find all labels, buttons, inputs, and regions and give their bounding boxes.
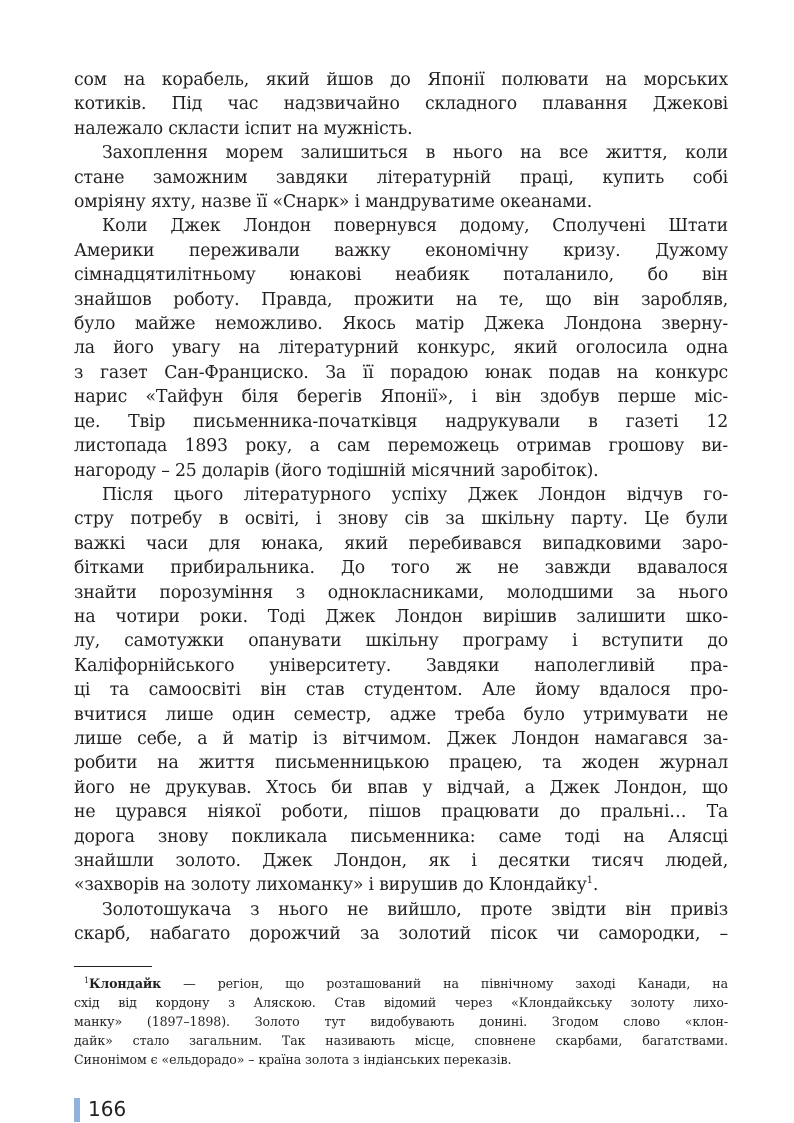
text-line: сом на корабель, який йшов до Японії полювати на морських (74, 70, 728, 90)
text-line: листопада 1893 року, а сам переможець отримав грошову ви- (74, 436, 728, 457)
text-line: не цурався ніякої роботи, пішов працювати до пральні… Та (74, 802, 728, 823)
text-line: «захворів на золоту лихоманку» і вирушив до Клондайку$^1$. (74, 875, 599, 896)
text-line: на чотири роки. Тоді Джек Лондон вирішив залишити шко- (74, 606, 728, 627)
footnote-marker: 1 (84, 975, 89, 985)
text-line: вчитися лише один семестр, адже треба було утримувати не (74, 704, 728, 725)
text-line: сімнадцятилітньому юнакові неабияк поталанило, бо він (74, 265, 728, 286)
footnote-divider (74, 966, 152, 967)
text-line: омріяну яхту, назве її «Снарк» і мандруватиме океанами. (74, 192, 593, 213)
text-line: Коли Джек Лондон повернувся додому, Сполучені Штати (102, 216, 728, 237)
footnote-line: манку» (1897–1898). Золото тут видобувають донині. Згодом слово «клон- (74, 1014, 728, 1029)
footnote-line: Синонімом є «ельдорадо» – країна золота з індіанських переказів. (74, 1052, 512, 1067)
text-line: лу, самотужки опанувати шкільну програму і вступити до (74, 631, 728, 652)
footnote-line (74, 974, 728, 993)
text-line: знайти порозуміння з однокласниками, молодшими за нього (74, 582, 728, 603)
footnote-term: Клондайк (89, 976, 162, 991)
text-line: нарис «Тайфун біля берегів Японії», і він здобув перше міс- (74, 387, 728, 408)
text-line: належало скласти іспит на мужність. (74, 118, 413, 139)
text-line: котиків. Під час надзвичайно складного плавання Джекові (74, 94, 728, 115)
text-line: знайшов роботу. Правда, прожити на те, що він заробляв, (74, 289, 728, 310)
footnote-line: схід від кордону з Аляскою. Став відомий через «Клондайкську золоту лихо- (74, 995, 728, 1010)
text-line: нагороду – 25 доларів (його тодішній місячний заробіток). (74, 460, 599, 481)
text-line: його не друкував. Хтось би впав у відчай, а Джек Лондон, що (74, 777, 728, 798)
text-line: лише себе, а й матір із вітчимом. Джек Лондон намагався за- (74, 728, 728, 749)
text-line: це. Твір письменника-початківця надрукували в газеті 12 (74, 411, 728, 432)
text-line: робити на життя письменницькою працею, та жоден журнал (74, 753, 728, 774)
text-line: Захоплення морем залишиться в нього на все життя, коли (102, 143, 728, 164)
footnote-text: — регіон, що розташований на північному заході Канади, на (161, 976, 728, 991)
text-line: знайшли золото. Джек Лондон, як і десятки тисяч людей, (74, 851, 728, 871)
text-line: дорога знову покликала письменника: саме тоді на Алясці (74, 826, 728, 847)
footnote-line: дайк» стало загальним. Так називають місце, сповнене скарбами, багатствами. (74, 1033, 728, 1048)
text-line: Після цього літературного успіху Джек Лондон відчув го- (102, 484, 728, 505)
text-line: ла його увагу на літературний конкурс, який оголосила одна (74, 338, 728, 359)
text-line: бітками прибиральника. До того ж не завжди вдавалося (74, 558, 728, 579)
footnote-reference: 1 (586, 875, 593, 887)
main-text (74, 68, 728, 947)
page-number: 166 (88, 1097, 127, 1121)
text-line: важкі часи для юнака, який перебивався випадковими заро- (74, 533, 728, 554)
text-line: Каліфорнійського університету. Завдяки наполегливій пра- (74, 655, 728, 676)
text-line: було майже неможливо. Якось матір Джека Лондона зверну- (74, 314, 728, 335)
footnote (74, 974, 728, 1069)
text-line: стру потребу в освіті, і знову сів за шкільну парту. Це були (74, 509, 728, 530)
page-number-marker (74, 1098, 80, 1122)
text-line: Золотошукача з нього не вийшло, проте звідти він привіз (102, 899, 728, 920)
text-line: ці та самоосвіті він став студентом. Але йому вдалося про- (74, 680, 728, 701)
text-line: стане заможним завдяки літературній праці, купить собі (74, 167, 728, 188)
text-line: скарб, набагато дорожчий за золотий пісок чи самородки, – (74, 924, 728, 945)
text-line-content: «захворів на золоту лихоманку» і вирушив до Клондайку (74, 875, 587, 896)
text-line: Америки переживали важку економічну кризу. Дужому (74, 240, 728, 261)
text-line: з газет Сан-Франциско. За її порадою юнак подав на конкурс (74, 362, 728, 383)
